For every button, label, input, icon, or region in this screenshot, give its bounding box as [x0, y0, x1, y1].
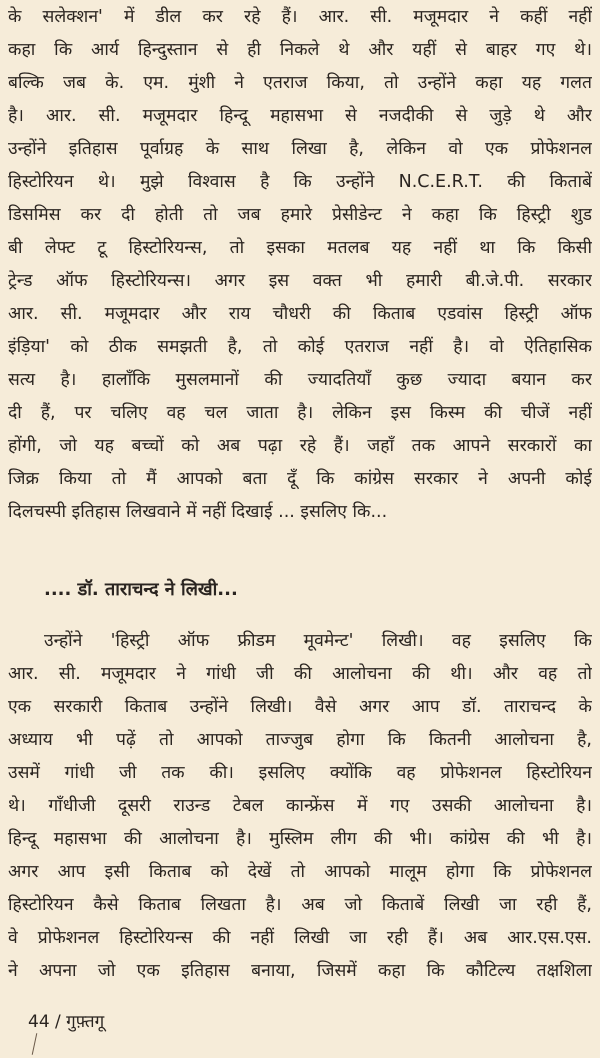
- text-line: उसमें गांधी जी तक की। इसलिए क्योंकि वह प्रोफेशनल हिस्टोरियन: [8, 763, 592, 783]
- text-line: अध्याय भी पढ़ें तो आपको ताज्जुब होगा कि कितनी आलोचना है,: [8, 730, 592, 750]
- text-line: डिसमिस कर दी होती तो जब हमारे प्रेसीडेन्ट ने कहा कि हिस्ट्री शुड: [8, 205, 592, 225]
- text-line: हिस्टोरियन थे। मुझे विश्वास है कि उन्होंने N.C.E.R.T. की किताबें: [8, 172, 592, 192]
- text-line: हिन्दू महासभा की आलोचना है। मुस्लिम लीग की भी। कांग्रेस की भी है।: [8, 829, 592, 849]
- text-line: आर. सी. मजूमदार ने गांधी जी की आलोचना की थी। और वह तो: [8, 664, 592, 684]
- text-line: कहा कि आर्य हिन्दुस्तान से ही निकले थे और यहीं से बाहर गए थे।: [8, 40, 592, 60]
- text-line: दिलचस्पी इतिहास लिखवाने में नहीं दिखाई ... इसलिए कि...: [8, 502, 388, 522]
- text-line: वे प्रोफेशनल हिस्टोरियन्स की नहीं लिखी जा रही हैं। अब आर.एस.एस.: [8, 928, 592, 948]
- section-heading: .... डॉ. ताराचन्द ने लिखी...: [44, 579, 238, 600]
- text-line: जिक्र किया तो मैं आपको बता दूँ कि कांग्रेस सरकार ने अपनी कोई: [8, 469, 592, 489]
- text-line: अगर आप इसी किताब को देखें तो आपको मालूम होगा कि प्रोफेशनल: [8, 862, 592, 882]
- text-line: आर. सी. मजूमदार और राय चौधरी की किताब एडवांस हिस्ट्री ऑफ: [8, 304, 592, 324]
- text-line: दी हैं, पर चलिए वह चल जाता है। लेकिन इस किस्म की चीजें नहीं: [8, 403, 592, 423]
- text-line: ने अपना जो एक इतिहास बनाया, जिसमें कहा कि कौटिल्य तक्षशिला: [8, 961, 592, 981]
- page-edge-mark: [32, 1033, 38, 1055]
- text-line: थे। गाँधीजी दूसरी राउन्ड टेबल कान्फ्रेंस में गए उसकी आलोचना है।: [8, 796, 592, 816]
- text-line: होंगी, जो यह बच्चों को अब पढ़ा रहे हैं। जहाँ तक आपने सरकारों का: [8, 436, 592, 456]
- text-line: बल्कि जब के. एम. मुंशी ने एतराज किया, तो उन्होंने कहा यह गलत: [8, 73, 592, 93]
- text-line: उन्होंने इतिहास पूर्वाग्रह के साथ लिखा है, लेकिन वो एक प्रोफेशनल: [8, 139, 592, 159]
- text-line: उन्होंने 'हिस्ट्री ऑफ फ्रीडम मूवमेन्ट' लिखी। वह इसलिए कि: [44, 631, 592, 651]
- text-line: इंड़िया' को ठीक समझती है, तो कोई एतराज नहीं है। वो ऐतिहासिक: [8, 337, 592, 357]
- page-footer: 44 / गुफ़्तगू: [28, 1012, 105, 1032]
- text-line: ट्रेन्ड ऑफ हिस्टोरियन्स। अगर इस वक्त भी हमारी बी.जे.पी. सरकार: [8, 271, 592, 291]
- text-line: सत्य है। हालाँकि मुसलमानों की ज्यादतियाँ कुछ ज्यादा बयान कर: [8, 370, 592, 390]
- text-line: है। आर. सी. मजूमदार हिन्दू महासभा से नजदीकी से जुड़े थे और: [8, 106, 592, 126]
- text-line: हिस्टोरियन कैसे किताब लिखता है। अब जो किताबें लिखी जा रही हैं,: [8, 895, 592, 915]
- text-line: के सलेक्शन' में डील कर रहे हैं। आर. सी. मजूमदार ने कहीं नहीं: [8, 7, 592, 27]
- text-line: बी लेफ्ट टू हिस्टोरियन्स, तो इसका मतलब यह नहीं था कि किसी: [8, 238, 592, 258]
- text-line: एक सरकारी किताब उन्होंने लिखी। वैसे अगर आप डॉ. ताराचन्द के: [8, 697, 592, 717]
